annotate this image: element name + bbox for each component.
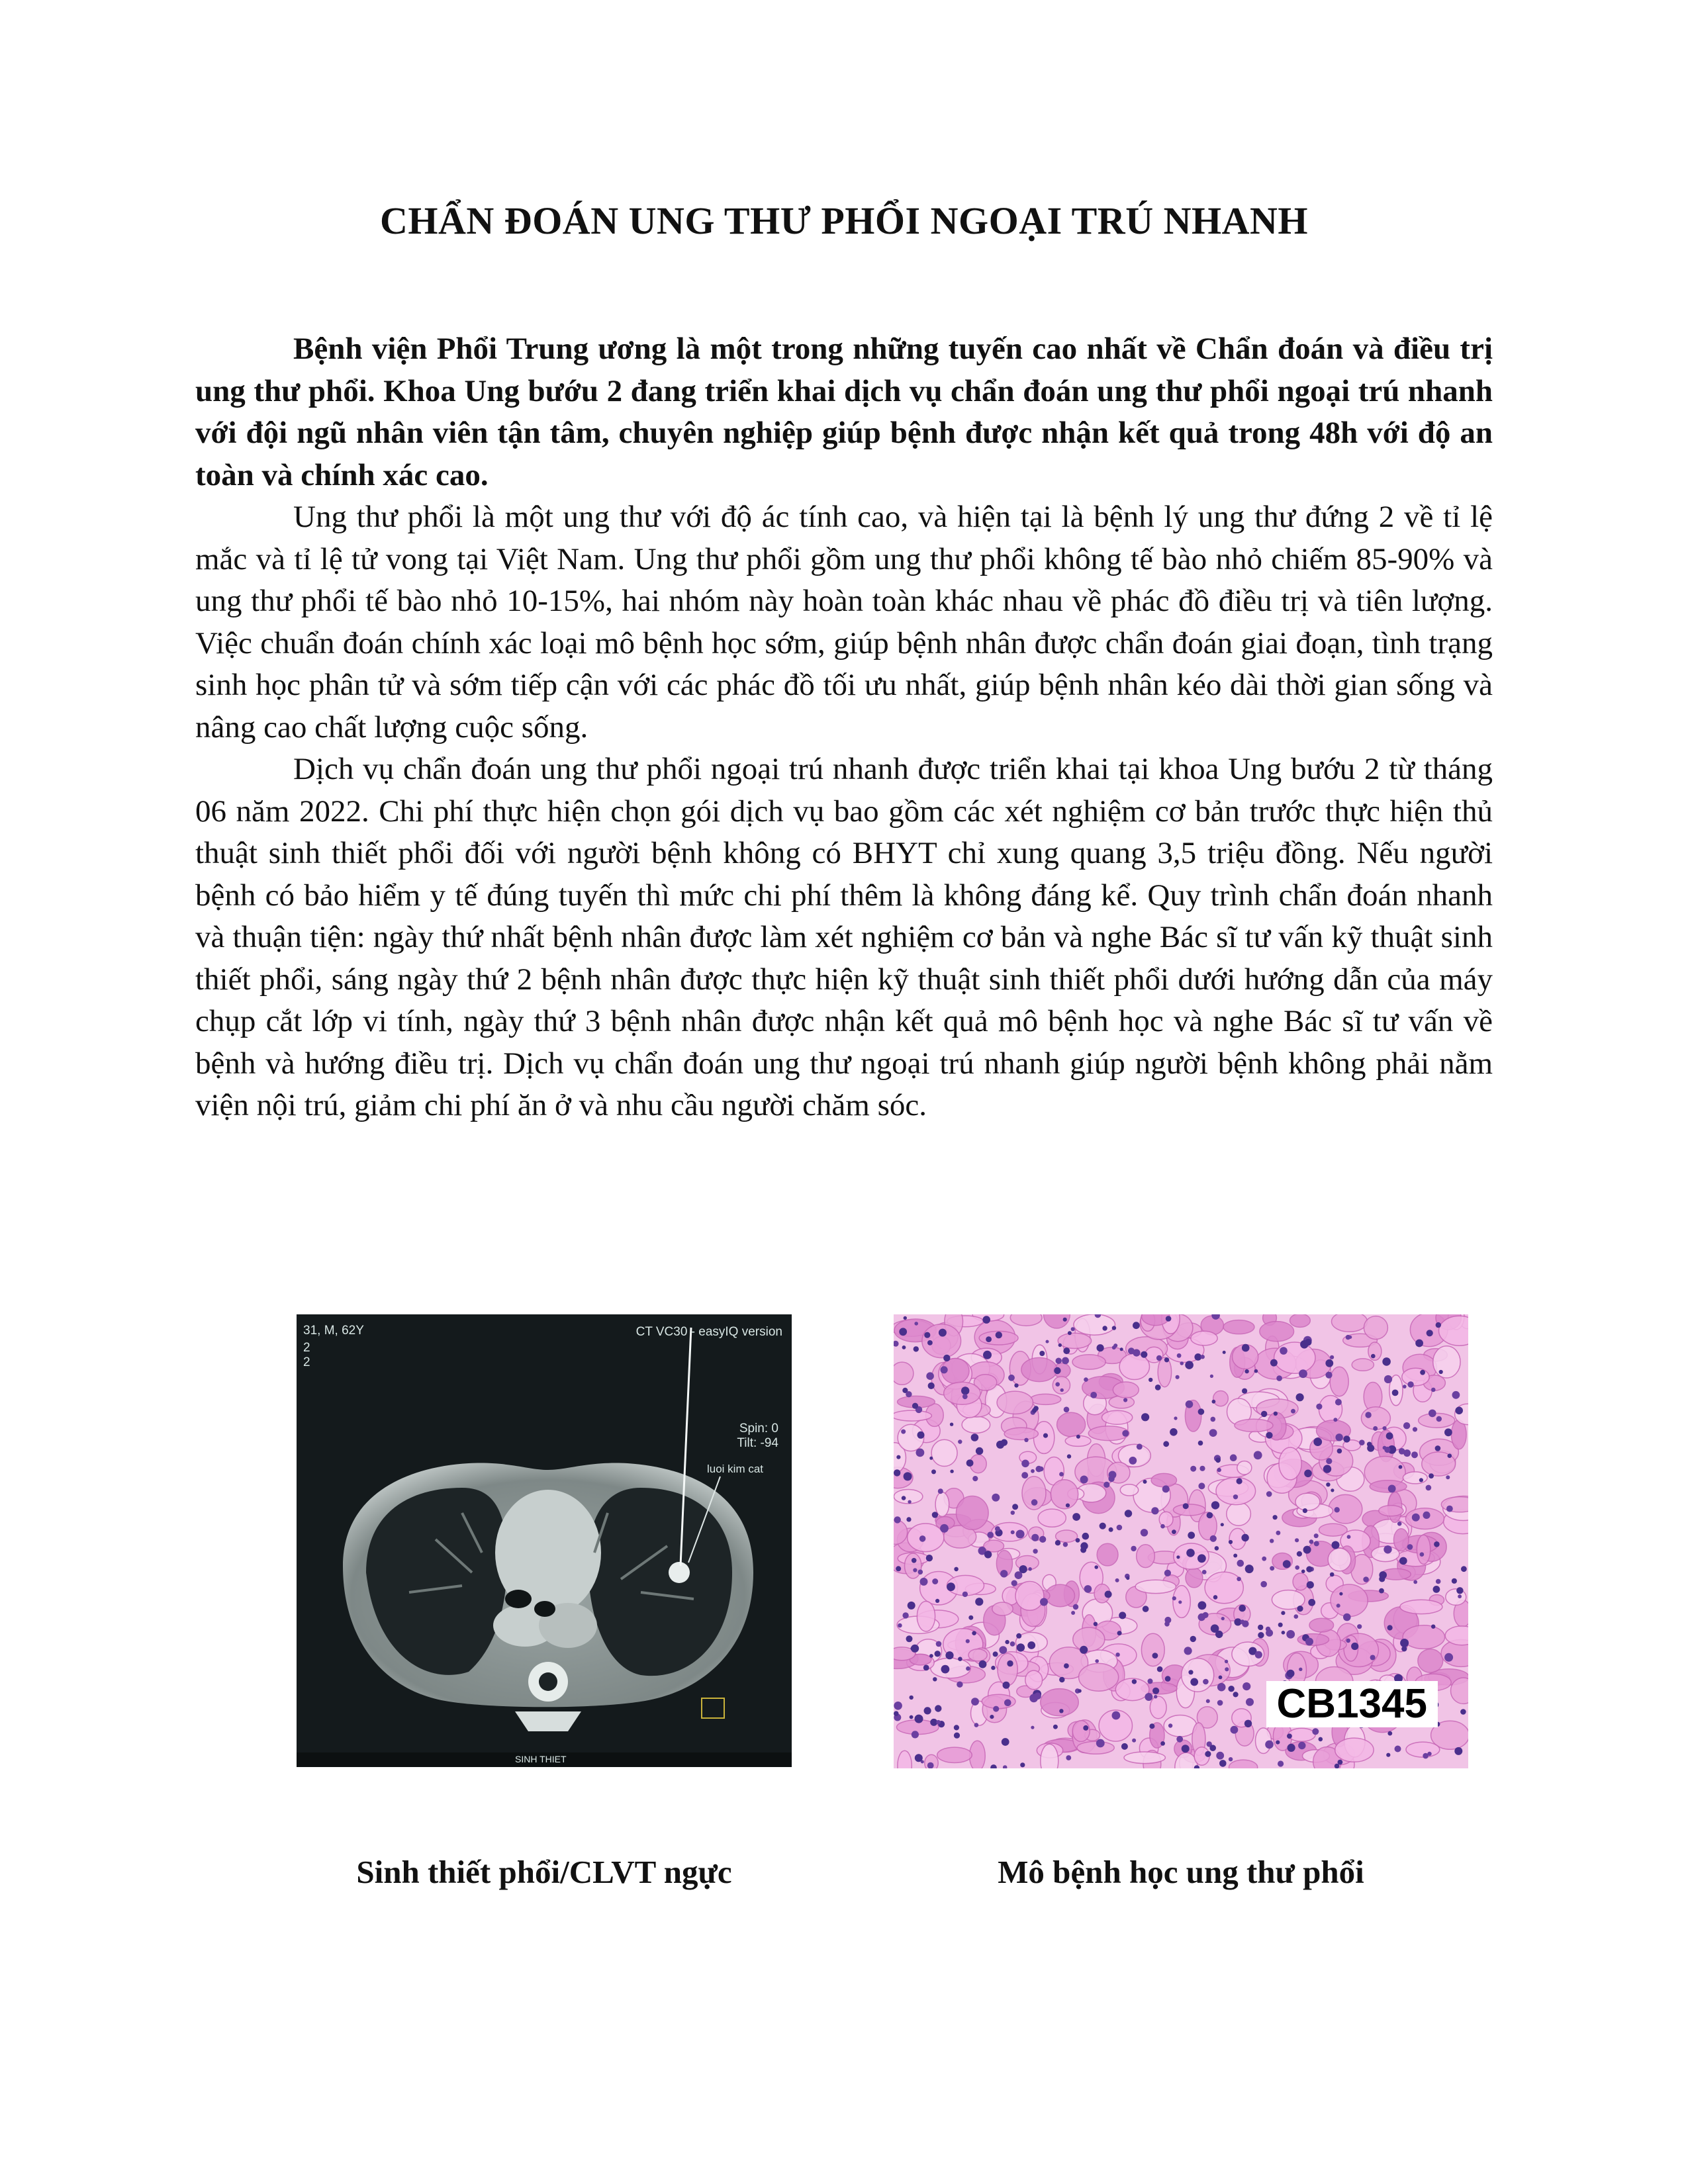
- histology-image: [894, 1314, 1468, 1768]
- histology-tag: CB1345: [1266, 1681, 1438, 1727]
- ct-side-b: 2: [303, 1355, 310, 1369]
- ct-side-a: 2: [303, 1341, 310, 1355]
- ct-scan-drawing: [297, 1314, 792, 1767]
- ct-footer: SINH THIET: [515, 1754, 567, 1764]
- lead-paragraph: Bệnh viện Phổi Trung ương là một trong những tuyến cao nhất về Chẩn đoán và điều trị ung thư phổi. Khoa Ung bướu 2 đang triển khai dịch vụ chẩn đoán ung thư phổi ngoại trú nhanh với đội ngũ nhân viên tận tâm, chuyên nghiệp giúp bệnh được nhận kết quả trong 48h với độ an toàn và chính xác cao.: [195, 332, 1493, 492]
- ct-needle-label: luoi kim cat: [707, 1463, 764, 1475]
- ct-scanner-info: CT VC30 - easyIQ version: [635, 1325, 782, 1339]
- paragraph-epidemiology: Ung thư phổi là một ung thư với độ ác tính cao, và hiện tại là bệnh lý ung thư đứng 2 về tỉ lệ mắc và tỉ lệ tử vong tại Việt Nam. Ung thư phổi gồm ung thư phổi không tế bào nhỏ chiếm 85-90% và ung thư phổi tế bào nhỏ 10-15%, hai nhóm này hoàn toàn khác nhau về phác đồ điều trị và tiên lượng. Việc chuẩn đoán chính xác loại mô bệnh học sớm, giúp bệnh nhân được chẩn đoán giai đoạn, tình trạng sinh học phân tử và sớm tiếp cận với các phác đồ tối ưu nhất, giúp bệnh nhân kéo dài thời gian sống và nâng cao chất lượng cuộc sống.: [195, 500, 1493, 745]
- ct-patient-info: 31, M, 62Y: [303, 1324, 364, 1338]
- caption-histology: Mô bệnh học ung thư phổi: [998, 1854, 1364, 1890]
- caption-ct: Sinh thiết phổi/CLVT ngực: [356, 1854, 732, 1890]
- page-title: CHẨN ĐOÁN UNG THƯ PHỔI NGOẠI TRÚ NHANH: [380, 199, 1308, 242]
- ct-spin: Spin: 0: [739, 1422, 778, 1435]
- ct-scan-image: [297, 1314, 792, 1767]
- ct-tilt: Tilt: -94: [737, 1436, 778, 1450]
- paragraph-service: Dịch vụ chẩn đoán ung thư phổi ngoại trú nhanh được triển khai tại khoa Ung bướu 2 từ tháng 06 năm 2022. Chi phí thực hiện chọn gói dịch vụ bao gồm các xét nghiệm cơ bản trước thực hiện thủ thuật sinh thiết phổi đối với người bệnh không có BHYT chỉ xung quang 3,5 triệu đồng. Nếu người bệnh có bảo hiểm y tế đúng tuyến thì mức chi phí thêm là không đáng kể. Quy trình chẩn đoán nhanh và thuận tiện: ngày thứ nhất bệnh nhân được làm xét nghiệm cơ bản và nghe Bác sĩ tư vấn kỹ thuật sinh thiết phổi, sáng ngày thứ 2 bệnh nhân được thực hiện kỹ thuật sinh thiết phổi dưới hướng dẫn của máy chụp cắt lớp vi tính, ngày thứ 3 bệnh nhân được nhận kết quả mô bệnh học và nghe Bác sĩ tư vấn về bệnh và hướng điều trị. Dịch vụ chẩn đoán ung thư ngoại trú nhanh giúp người bệnh không phải nằm viện nội trú, giảm chi phí ăn ở và nhu cầu người chăm sóc.: [195, 752, 1493, 1122]
- article-body: [195, 328, 1493, 1127]
